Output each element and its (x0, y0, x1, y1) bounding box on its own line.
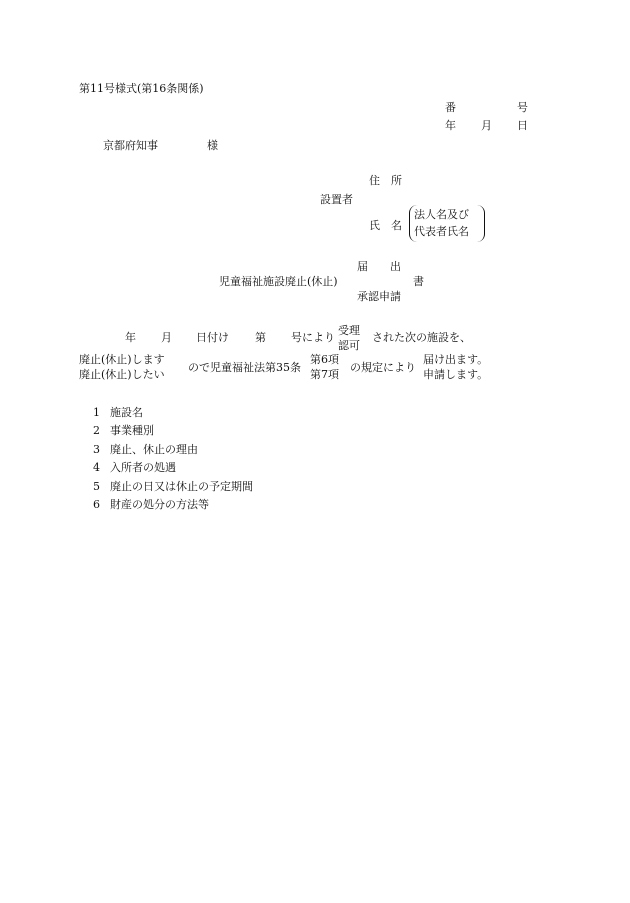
item-number: 3 (93, 443, 100, 456)
item-label: 廃止の日又は休止の予定期間 (110, 480, 253, 493)
body-year: 年 (125, 331, 136, 344)
addressee-name: 京都府知事 (103, 139, 158, 152)
body-opt-shinsei: 申請します。 (423, 368, 489, 381)
list-item (93, 443, 198, 457)
doc-title-main: 児童福祉施設廃止(休止) (219, 275, 338, 288)
item-number: 5 (93, 480, 100, 493)
list-item (93, 461, 176, 475)
date-day: 日 (517, 119, 528, 132)
body-no-kitei: の規定により (350, 361, 416, 374)
date-year: 年 (445, 119, 456, 132)
item-number: 6 (93, 498, 100, 511)
body-opt-haishi-shitai: 廃止(休止)したい (79, 368, 165, 381)
date-month: 月 (481, 119, 492, 132)
list-item (93, 406, 143, 420)
number-go: 号 (517, 101, 528, 114)
body-month: 月 (161, 331, 172, 344)
form-title: 第11号様式(第16条関係) (79, 82, 204, 95)
body-opt-haishi-suru: 廃止(休止)します (79, 353, 165, 366)
body-dated: 日付け (196, 331, 229, 344)
body-node: ので児童福祉法第35条 (188, 361, 301, 374)
doc-title-todoke: 届 出 (357, 260, 401, 273)
body-opt-kou6: 第6項 (310, 353, 339, 366)
corp-note-line-1: 法人名及び (414, 208, 469, 221)
role-label: 設置者 (320, 193, 353, 206)
body-opt-juri: 受理 (338, 324, 360, 337)
name-label: 氏 名 (369, 219, 402, 232)
list-item (93, 498, 209, 512)
number-ban: 番 (445, 101, 456, 114)
item-number: 4 (93, 461, 100, 474)
item-label: 事業種別 (110, 424, 154, 437)
list-item (93, 424, 154, 438)
addressee-honorific: 様 (207, 139, 218, 152)
item-label: 施設名 (110, 406, 143, 419)
doc-title-sho: 書 (413, 275, 424, 288)
item-label: 財産の処分の方法等 (110, 498, 209, 511)
address-label: 住 所 (369, 174, 402, 187)
item-label: 廃止、休止の理由 (110, 443, 198, 456)
body-by-number: 号により (291, 331, 335, 344)
body-opt-ninka: 認可 (338, 339, 360, 352)
body-opt-todoke: 届け出ます。 (423, 353, 489, 366)
item-number: 1 (93, 406, 100, 419)
item-number: 2 (93, 424, 100, 437)
item-label: 入所者の処遇 (110, 461, 176, 474)
doc-title-shonin: 承認申請 (357, 290, 401, 303)
corp-note-line-2: 代表者氏名 (414, 225, 469, 238)
list-item (93, 480, 253, 494)
body-opt-kou7: 第7項 (310, 368, 339, 381)
body-sareta: された次の施設を、 (372, 331, 471, 344)
body-dai: 第 (255, 331, 266, 344)
